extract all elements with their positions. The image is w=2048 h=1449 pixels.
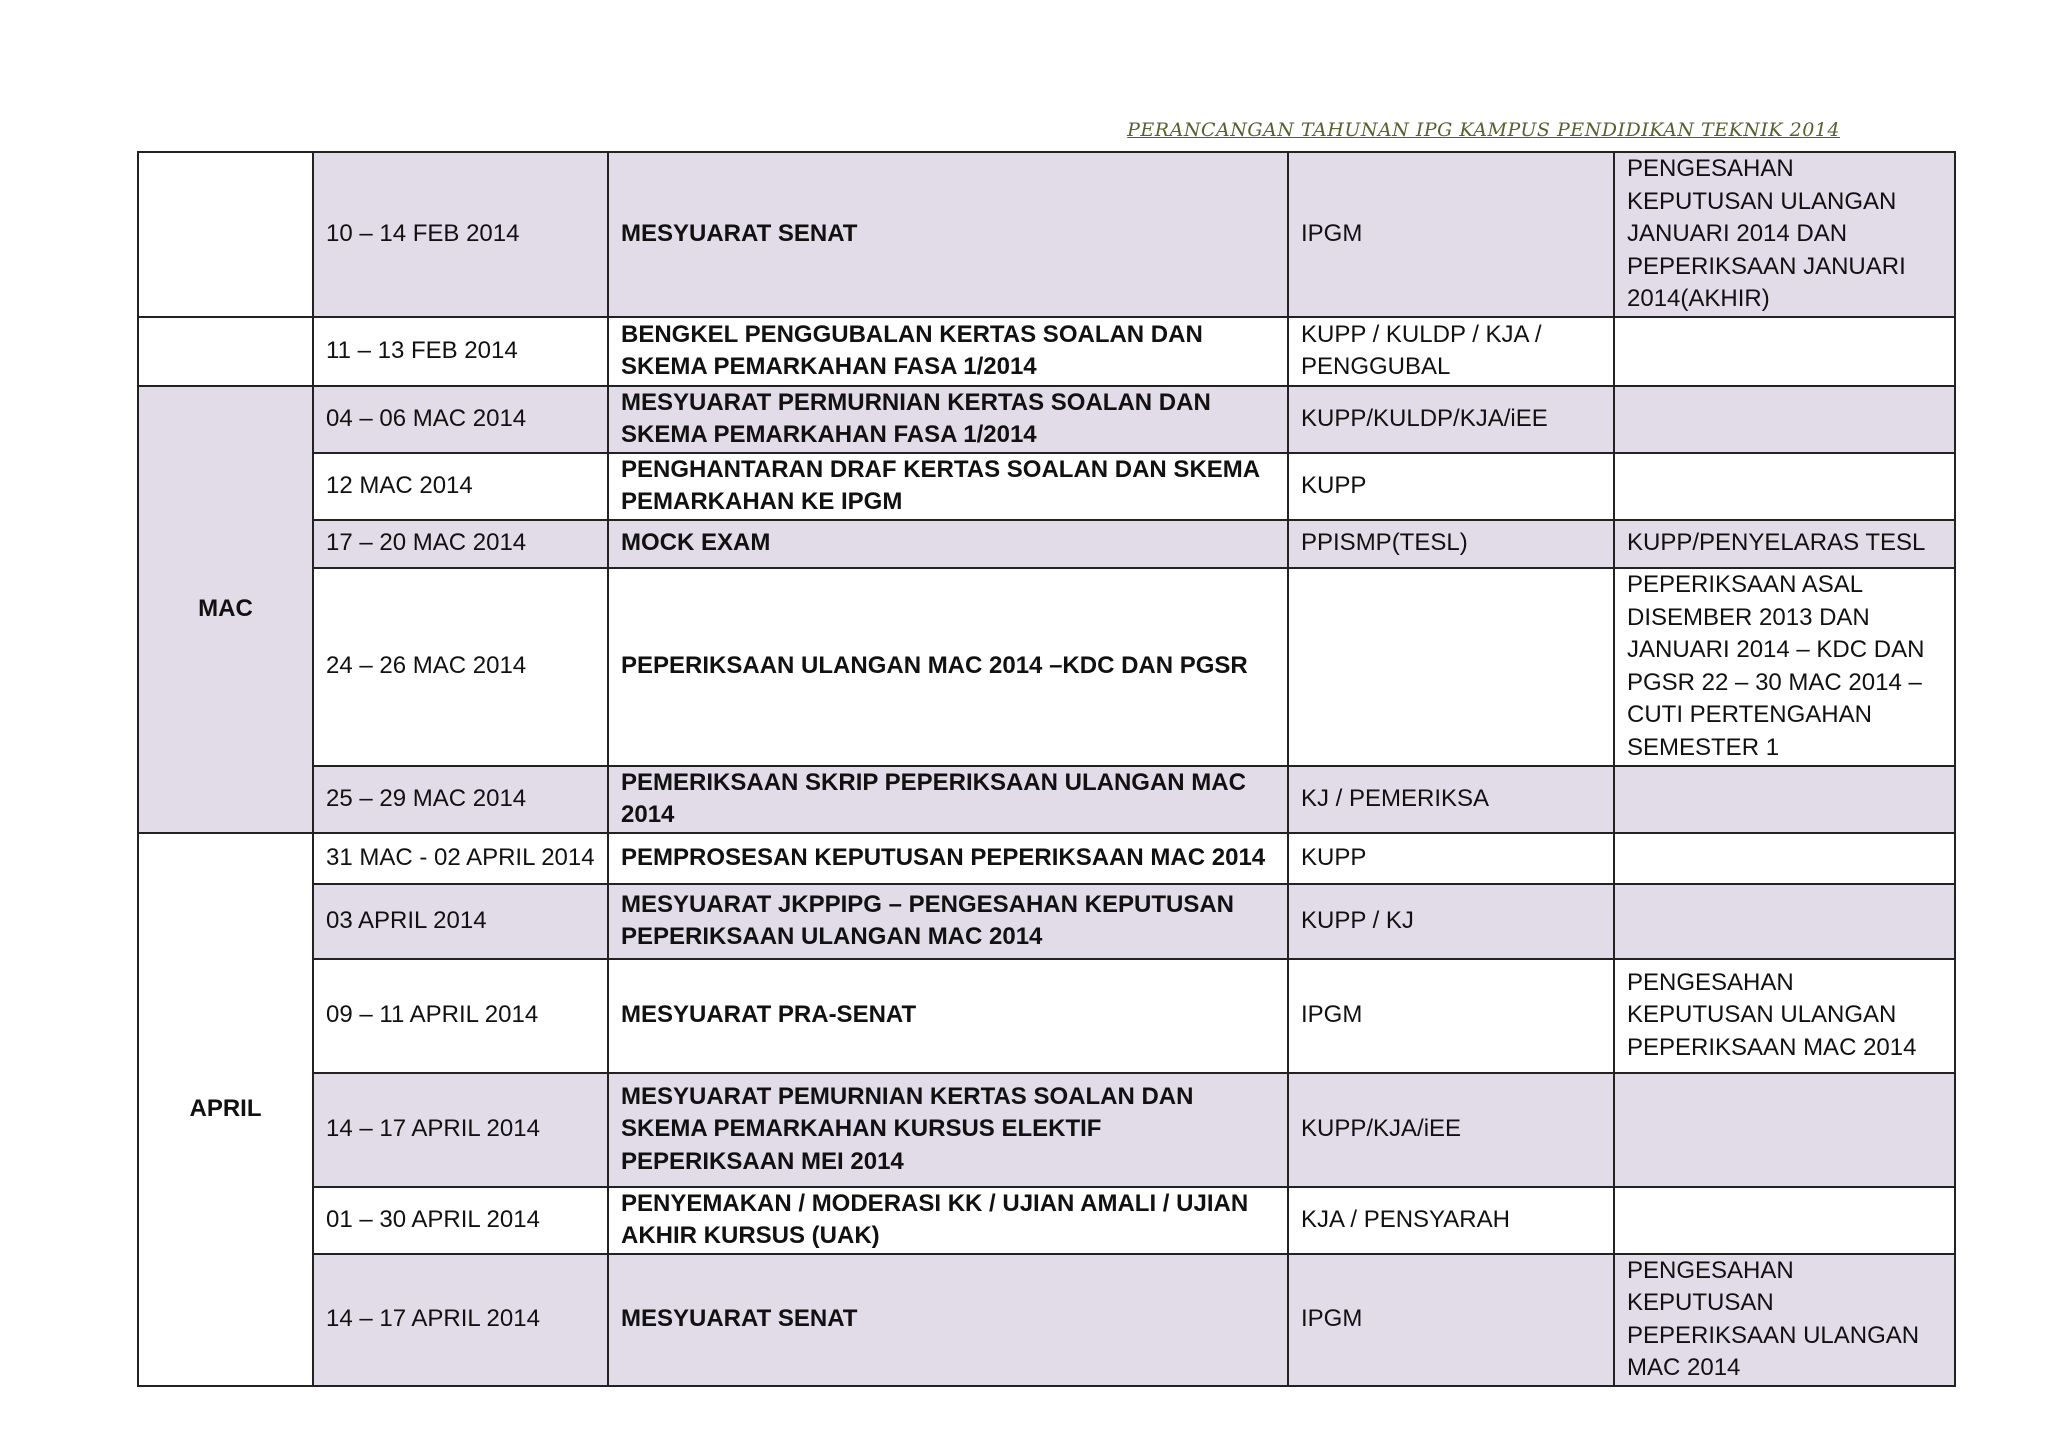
table-row [138,884,1955,959]
date-cell: 10 – 14 FEB 2014 [313,152,608,317]
responsible-cell: KUPP / KULDP / KJA / PENGGUBAL [1288,317,1614,386]
date-cell: 11 – 13 FEB 2014 [313,317,608,386]
notes-cell [1614,317,1955,386]
notes-cell [1614,1073,1955,1187]
responsible-cell: KUPP/KULDP/KJA/iEE [1288,386,1614,453]
responsible-cell: KUPP [1288,833,1614,884]
responsible-cell: KUPP [1288,453,1614,520]
date-cell: 17 – 20 MAC 2014 [313,520,608,568]
date-cell: 01 – 30 APRIL 2014 [313,1187,608,1254]
activity-cell: PEMERIKSAAN SKRIP PEPERIKSAAN ULANGAN MAC 2014 [608,766,1288,833]
responsible-cell: IPGM [1288,1254,1614,1386]
activity-cell: PEMPROSESAN KEPUTUSAN PEPERIKSAAN MAC 2014 [608,833,1288,884]
date-cell: 04 – 06 MAC 2014 [313,386,608,453]
date-cell: 03 APRIL 2014 [313,884,608,959]
table-row [138,1254,1955,1386]
activity-cell: MESYUARAT SENAT [608,1254,1288,1386]
responsible-cell: KUPP / KJ [1288,884,1614,959]
activity-cell: PEPERIKSAAN ULANGAN MAC 2014 –KDC DAN PGSR [608,568,1288,766]
month-cell-empty [138,152,313,317]
table-row [138,959,1955,1073]
notes-cell [1614,1187,1955,1254]
responsible-cell: PPISMP(TESL) [1288,520,1614,568]
document-header-title: PERANCANGAN TAHUNAN IPG KAMPUS PENDIDIKAN TEKNIK 2014 [1127,119,1840,141]
notes-cell [1614,453,1955,520]
annual-plan-table [137,151,1956,1387]
notes-cell [1614,833,1955,884]
notes-cell: KUPP/PENYELARAS TESL [1614,520,1955,568]
date-cell: 24 – 26 MAC 2014 [313,568,608,766]
activity-cell: PENGHANTARAN DRAF KERTAS SOALAN DAN SKEMA PEMARKAHAN KE IPGM [608,453,1288,520]
responsible-cell [1288,568,1614,766]
month-cell-mac: MAC [138,386,313,833]
activity-cell: BENGKEL PENGGUBALAN KERTAS SOALAN DAN SKEMA PEMARKAHAN FASA 1/2014 [608,317,1288,386]
table-row [138,520,1955,568]
activity-cell: MESYUARAT PEMURNIAN KERTAS SOALAN DAN SKEMA PEMARKAHAN KURSUS ELEKTIF PEPERIKSAAN MEI 2014 [608,1073,1288,1187]
date-cell: 31 MAC - 02 APRIL 2014 [313,833,608,884]
table-row [138,453,1955,520]
month-cell-empty [138,317,313,386]
responsible-cell: IPGM [1288,959,1614,1073]
month-cell-april: APRIL [138,833,313,1386]
date-cell: 14 – 17 APRIL 2014 [313,1073,608,1187]
table-row [138,317,1955,386]
activity-cell: MESYUARAT PRA-SENAT [608,959,1288,1073]
notes-cell [1614,884,1955,959]
activity-cell: MOCK EXAM [608,520,1288,568]
notes-cell: PENGESAHAN KEPUTUSAN PEPERIKSAAN ULANGAN MAC 2014 [1614,1254,1955,1386]
date-cell: 14 – 17 APRIL 2014 [313,1254,608,1386]
table-row [138,833,1955,884]
notes-cell: PENGESAHAN KEPUTUSAN ULANGAN JANUARI 2014 DAN PEPERIKSAAN JANUARI 2014(AKHIR) [1614,152,1955,317]
table-row [138,766,1955,833]
date-cell: 25 – 29 MAC 2014 [313,766,608,833]
notes-cell [1614,766,1955,833]
notes-cell [1614,386,1955,453]
table-row [138,1073,1955,1187]
responsible-cell: IPGM [1288,152,1614,317]
table-row [138,568,1955,766]
activity-cell: MESYUARAT JKPPIPG – PENGESAHAN KEPUTUSAN PEPERIKSAAN ULANGAN MAC 2014 [608,884,1288,959]
table-row [138,386,1955,453]
table-row [138,152,1955,317]
activity-cell: MESYUARAT PERMURNIAN KERTAS SOALAN DAN SKEMA PEMARKAHAN FASA 1/2014 [608,386,1288,453]
notes-cell: PENGESAHAN KEPUTUSAN ULANGAN PEPERIKSAAN MAC 2014 [1614,959,1955,1073]
activity-cell: MESYUARAT SENAT [608,152,1288,317]
responsible-cell: KJA / PENSYARAH [1288,1187,1614,1254]
notes-cell: PEPERIKSAAN ASAL DISEMBER 2013 DAN JANUARI 2014 – KDC DAN PGSR 22 – 30 MAC 2014 – CUTI PERTENGAHAN SEMESTER 1 [1614,568,1955,766]
responsible-cell: KJ / PEMERIKSA [1288,766,1614,833]
date-cell: 12 MAC 2014 [313,453,608,520]
date-cell: 09 – 11 APRIL 2014 [313,959,608,1073]
responsible-cell: KUPP/KJA/iEE [1288,1073,1614,1187]
table-row [138,1187,1955,1254]
activity-cell: PENYEMAKAN / MODERASI KK / UJIAN AMALI / UJIAN AKHIR KURSUS (UAK) [608,1187,1288,1254]
